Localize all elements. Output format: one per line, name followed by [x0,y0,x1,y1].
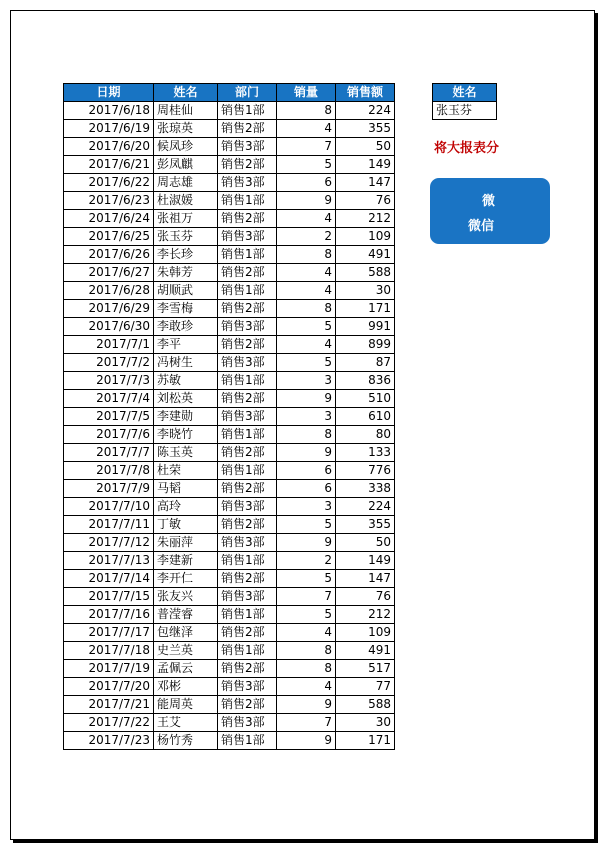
department-cell[interactable]: 销售3部 [218,534,277,552]
department-cell[interactable]: 销售2部 [218,156,277,174]
date-cell[interactable]: 2017/7/14 [64,570,154,588]
name-cell[interactable]: 杜淑媛 [154,192,218,210]
table-row [64,642,395,660]
date-cell[interactable]: 2017/6/28 [64,282,154,300]
amount-cell[interactable]: 510 [336,390,395,408]
department-cell[interactable]: 销售3部 [218,678,277,696]
sales-table [63,83,395,750]
table-row [64,444,395,462]
table-row [64,390,395,408]
date-cell[interactable]: 2017/7/11 [64,516,154,534]
department-cell[interactable]: 销售2部 [218,336,277,354]
table-row [64,120,395,138]
department-cell[interactable]: 销售3部 [218,174,277,192]
table-row [64,102,395,120]
name-cell[interactable]: 李平 [154,336,218,354]
quantity-cell[interactable]: 8 [277,660,336,678]
name-cell[interactable]: 苏敏 [154,372,218,390]
date-cell[interactable]: 2017/7/4 [64,390,154,408]
quantity-cell[interactable]: 8 [277,426,336,444]
department-cell[interactable]: 销售2部 [218,300,277,318]
table-row [64,480,395,498]
name-cell[interactable]: 周桂仙 [154,102,218,120]
amount-cell[interactable]: 80 [336,426,395,444]
name-cell[interactable]: 周志雄 [154,174,218,192]
department-cell[interactable]: 销售2部 [218,444,277,462]
date-cell[interactable]: 2017/7/22 [64,714,154,732]
name-cell[interactable]: 包继泽 [154,624,218,642]
amount-cell[interactable]: 76 [336,192,395,210]
name-cell[interactable]: 杨竹秀 [154,732,218,750]
table-row [64,732,395,750]
amount-cell[interactable]: 76 [336,588,395,606]
department-cell[interactable]: 销售3部 [218,138,277,156]
date-cell[interactable]: 2017/7/17 [64,624,154,642]
quantity-cell[interactable]: 6 [277,462,336,480]
name-cell[interactable]: 李长珍 [154,246,218,264]
quantity-cell[interactable]: 3 [277,498,336,516]
table-row [64,552,395,570]
amount-cell[interactable]: 77 [336,678,395,696]
department-cell[interactable]: 销售3部 [218,498,277,516]
department-cell[interactable]: 销售3部 [218,318,277,336]
date-cell[interactable]: 2017/7/6 [64,426,154,444]
name-cell[interactable]: 李敢珍 [154,318,218,336]
header-quantity[interactable]: 销量 [277,84,336,102]
instruction-note: 将大报表分 [434,141,500,156]
name-cell[interactable]: 张祖万 [154,210,218,228]
amount-cell[interactable]: 491 [336,642,395,660]
date-cell[interactable]: 2017/7/23 [64,732,154,750]
department-cell[interactable]: 销售1部 [218,192,277,210]
date-cell[interactable]: 2017/7/21 [64,696,154,714]
amount-cell[interactable]: 899 [336,336,395,354]
quantity-cell[interactable]: 2 [277,552,336,570]
department-cell[interactable]: 销售1部 [218,732,277,750]
date-cell[interactable]: 2017/6/22 [64,174,154,192]
quantity-cell[interactable]: 9 [277,444,336,462]
name-cell[interactable]: 刘松英 [154,390,218,408]
quantity-cell[interactable]: 4 [277,210,336,228]
name-cell[interactable]: 杜荣 [154,462,218,480]
quantity-cell[interactable]: 5 [277,606,336,624]
name-cell[interactable]: 李建新 [154,552,218,570]
amount-cell[interactable]: 133 [336,444,395,462]
quantity-cell[interactable]: 6 [277,480,336,498]
date-cell[interactable]: 2017/7/8 [64,462,154,480]
name-cell[interactable]: 能周英 [154,696,218,714]
table-row [64,174,395,192]
amount-cell[interactable]: 50 [336,138,395,156]
name-cell[interactable]: 史兰英 [154,642,218,660]
name-cell[interactable]: 孟佩云 [154,660,218,678]
department-cell[interactable]: 销售1部 [218,462,277,480]
date-cell[interactable]: 2017/6/24 [64,210,154,228]
department-cell[interactable]: 销售1部 [218,606,277,624]
name-cell[interactable]: 张友兴 [154,588,218,606]
promo-button[interactable] [430,178,550,244]
promo-line-1: 微 [482,194,496,209]
amount-cell[interactable]: 171 [336,300,395,318]
department-cell[interactable]: 销售1部 [218,372,277,390]
amount-cell[interactable]: 610 [336,408,395,426]
name-cell[interactable]: 李晓竹 [154,426,218,444]
quantity-cell[interactable]: 8 [277,642,336,660]
quantity-cell[interactable]: 5 [277,354,336,372]
quantity-cell[interactable]: 9 [277,696,336,714]
amount-cell[interactable]: 224 [336,102,395,120]
department-cell[interactable]: 销售3部 [218,228,277,246]
department-cell[interactable]: 销售2部 [218,624,277,642]
name-cell[interactable]: 普滢睿 [154,606,218,624]
table-row [64,408,395,426]
header-amount[interactable]: 销售额 [336,84,395,102]
date-cell[interactable]: 2017/6/23 [64,192,154,210]
amount-cell[interactable]: 147 [336,570,395,588]
amount-cell[interactable]: 149 [336,552,395,570]
department-cell[interactable]: 销售2部 [218,570,277,588]
table-row [64,336,395,354]
date-cell[interactable]: 2017/7/19 [64,660,154,678]
quantity-cell[interactable]: 4 [277,120,336,138]
amount-cell[interactable]: 171 [336,732,395,750]
table-row [64,498,395,516]
name-cell[interactable]: 李雪梅 [154,300,218,318]
date-cell[interactable]: 2017/6/26 [64,246,154,264]
lookup-header[interactable]: 姓名 [433,84,497,102]
table-row [64,210,395,228]
department-cell[interactable]: 销售2部 [218,660,277,678]
department-cell[interactable]: 销售3部 [218,354,277,372]
department-cell[interactable]: 销售2部 [218,516,277,534]
table-row [64,588,395,606]
quantity-cell[interactable]: 8 [277,102,336,120]
quantity-cell[interactable]: 9 [277,534,336,552]
date-cell[interactable]: 2017/6/21 [64,156,154,174]
lookup-value-cell[interactable]: 张玉芬 [433,102,497,120]
promo-line-2: 微信 [468,219,495,234]
amount-cell[interactable]: 50 [336,534,395,552]
quantity-cell[interactable]: 4 [277,336,336,354]
date-cell[interactable]: 2017/7/10 [64,498,154,516]
date-cell[interactable]: 2017/7/9 [64,480,154,498]
date-cell[interactable]: 2017/7/1 [64,336,154,354]
date-cell[interactable]: 2017/7/15 [64,588,154,606]
table-row [64,426,395,444]
table-row [64,282,395,300]
amount-cell[interactable]: 87 [336,354,395,372]
quantity-cell[interactable]: 4 [277,624,336,642]
quantity-cell[interactable]: 5 [277,318,336,336]
amount-cell[interactable]: 30 [336,282,395,300]
quantity-cell[interactable]: 9 [277,192,336,210]
date-cell[interactable]: 2017/7/7 [64,444,154,462]
amount-cell[interactable]: 355 [336,516,395,534]
quantity-cell[interactable]: 2 [277,228,336,246]
department-cell[interactable]: 销售1部 [218,282,277,300]
table-row [64,138,395,156]
date-cell[interactable]: 2017/7/18 [64,642,154,660]
name-cell[interactable]: 高玲 [154,498,218,516]
amount-cell[interactable]: 491 [336,246,395,264]
date-cell[interactable]: 2017/6/25 [64,228,154,246]
quantity-cell[interactable]: 3 [277,372,336,390]
table-row [64,156,395,174]
quantity-cell[interactable]: 5 [277,156,336,174]
date-cell[interactable]: 2017/6/18 [64,102,154,120]
name-cell[interactable]: 丁敏 [154,516,218,534]
table-header-row [64,84,395,102]
lookup-table [432,83,497,120]
quantity-cell[interactable]: 3 [277,408,336,426]
date-cell[interactable]: 2017/6/20 [64,138,154,156]
table-row [64,534,395,552]
department-cell[interactable]: 销售2部 [218,696,277,714]
quantity-cell[interactable]: 4 [277,264,336,282]
department-cell[interactable]: 销售2部 [218,480,277,498]
table-row [64,570,395,588]
date-cell[interactable]: 2017/7/12 [64,534,154,552]
table-row [64,660,395,678]
amount-cell[interactable]: 109 [336,624,395,642]
date-cell[interactable]: 2017/7/13 [64,552,154,570]
quantity-cell[interactable]: 8 [277,300,336,318]
date-cell[interactable]: 2017/7/5 [64,408,154,426]
quantity-cell[interactable]: 7 [277,714,336,732]
table-row [64,696,395,714]
name-cell[interactable]: 彭凤麒 [154,156,218,174]
name-cell[interactable]: 朱丽萍 [154,534,218,552]
date-cell[interactable]: 2017/7/3 [64,372,154,390]
amount-cell[interactable]: 212 [336,210,395,228]
table-row [64,246,395,264]
department-cell[interactable]: 销售2部 [218,210,277,228]
name-cell[interactable]: 胡顺武 [154,282,218,300]
date-cell[interactable]: 2017/6/29 [64,300,154,318]
amount-cell[interactable]: 517 [336,660,395,678]
date-cell[interactable]: 2017/6/19 [64,120,154,138]
date-cell[interactable]: 2017/6/30 [64,318,154,336]
table-row [64,264,395,282]
amount-cell[interactable]: 338 [336,480,395,498]
quantity-cell[interactable]: 6 [277,174,336,192]
department-cell[interactable]: 销售1部 [218,426,277,444]
quantity-cell[interactable]: 4 [277,678,336,696]
department-cell[interactable]: 销售1部 [218,102,277,120]
table-row [64,516,395,534]
name-cell[interactable]: 冯树生 [154,354,218,372]
table-row [64,192,395,210]
header-name[interactable]: 姓名 [154,84,218,102]
amount-cell[interactable]: 30 [336,714,395,732]
table-row [64,354,395,372]
amount-cell[interactable]: 149 [336,156,395,174]
quantity-cell[interactable]: 8 [277,246,336,264]
department-cell[interactable]: 销售2部 [218,390,277,408]
amount-cell[interactable]: 224 [336,498,395,516]
department-cell[interactable]: 销售2部 [218,120,277,138]
amount-cell[interactable]: 109 [336,228,395,246]
name-cell[interactable]: 李开仁 [154,570,218,588]
amount-cell[interactable]: 212 [336,606,395,624]
table-row [64,318,395,336]
header-department[interactable]: 部门 [218,84,277,102]
table-row [64,678,395,696]
table-row [64,462,395,480]
amount-cell[interactable]: 355 [336,120,395,138]
amount-cell[interactable]: 836 [336,372,395,390]
table-row [64,300,395,318]
quantity-cell[interactable]: 5 [277,516,336,534]
department-cell[interactable]: 销售1部 [218,246,277,264]
table-row [64,228,395,246]
name-cell[interactable]: 候凤珍 [154,138,218,156]
table-row [64,372,395,390]
name-cell[interactable]: 李建勋 [154,408,218,426]
name-cell[interactable]: 张玉芬 [154,228,218,246]
header-date[interactable]: 日期 [64,84,154,102]
date-cell[interactable]: 2017/6/27 [64,264,154,282]
name-cell[interactable]: 张琼英 [154,120,218,138]
amount-cell[interactable]: 991 [336,318,395,336]
amount-cell[interactable]: 588 [336,264,395,282]
amount-cell[interactable]: 776 [336,462,395,480]
quantity-cell[interactable]: 4 [277,282,336,300]
name-cell[interactable]: 马韬 [154,480,218,498]
department-cell[interactable]: 销售1部 [218,642,277,660]
quantity-cell[interactable]: 7 [277,588,336,606]
department-cell[interactable]: 销售3部 [218,588,277,606]
name-cell[interactable]: 邓彬 [154,678,218,696]
date-cell[interactable]: 2017/7/2 [64,354,154,372]
department-cell[interactable]: 销售2部 [218,264,277,282]
quantity-cell[interactable]: 5 [277,570,336,588]
table-row [64,714,395,732]
print-page [10,10,595,840]
name-cell[interactable]: 陈玉英 [154,444,218,462]
table-row [64,624,395,642]
department-cell[interactable]: 销售3部 [218,408,277,426]
quantity-cell[interactable]: 7 [277,138,336,156]
date-cell[interactable]: 2017/7/20 [64,678,154,696]
department-cell[interactable]: 销售3部 [218,714,277,732]
table-row [64,606,395,624]
department-cell[interactable]: 销售1部 [218,552,277,570]
quantity-cell[interactable]: 9 [277,732,336,750]
amount-cell[interactable]: 588 [336,696,395,714]
name-cell[interactable]: 朱韩芳 [154,264,218,282]
amount-cell[interactable]: 147 [336,174,395,192]
quantity-cell[interactable]: 9 [277,390,336,408]
date-cell[interactable]: 2017/7/16 [64,606,154,624]
name-cell[interactable]: 王艾 [154,714,218,732]
